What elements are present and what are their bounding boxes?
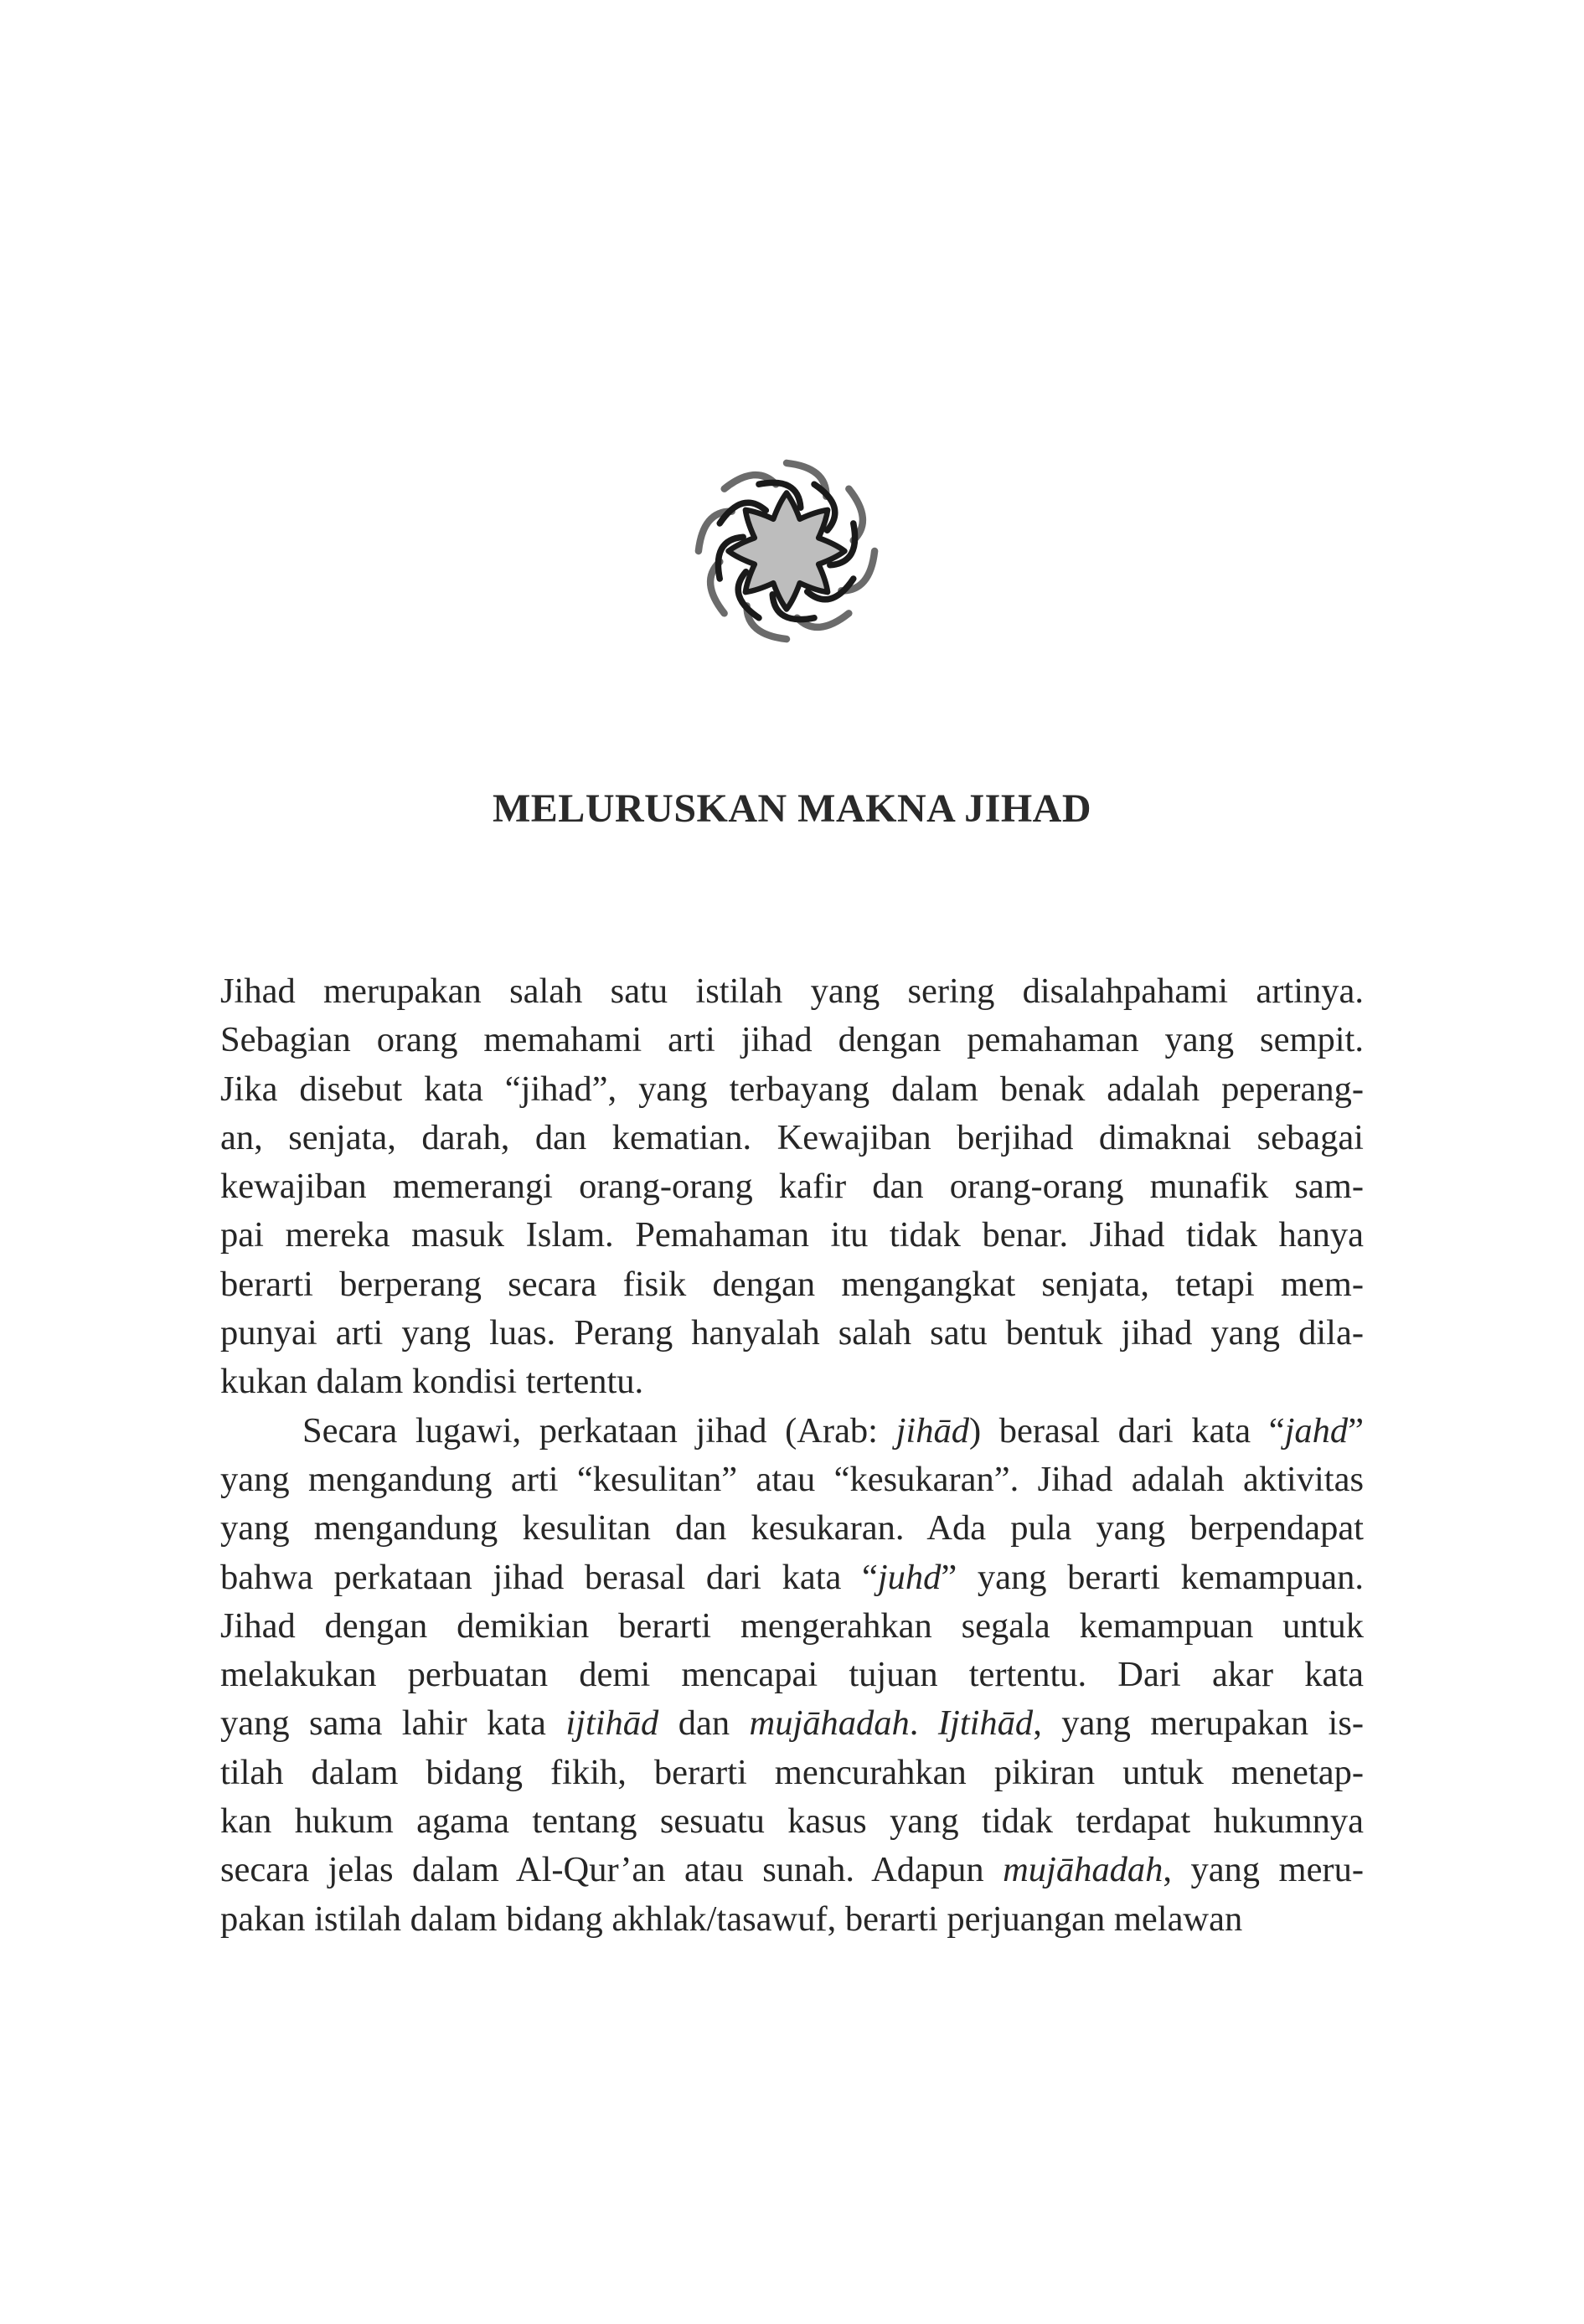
text-segment: pai mereka masuk Islam. Pemahaman itu tidak benar. Jihad tidak hanya bbox=[220, 1215, 1364, 1255]
text-segment: Sebagian orang memahami arti jihad dengan pemahaman yang sempit. bbox=[220, 1020, 1364, 1060]
text-segment: ” yang berarti kemampuan. bbox=[941, 1557, 1364, 1597]
text-segment: yang mengandung kesulitan dan kesukaran. Ada pula yang berpendapat bbox=[220, 1508, 1364, 1548]
text-line bbox=[220, 1016, 1364, 1064]
text-line bbox=[220, 1797, 1364, 1846]
italic-term: mujāhadah bbox=[1003, 1850, 1163, 1890]
text-segment: kan hukum agama tentang sesuatu kasus yang tidak terdapat hukumnya bbox=[220, 1801, 1364, 1842]
text-segment: ) berasal dari kata “ bbox=[968, 1410, 1285, 1451]
text-segment: pakan istilah dalam bidang akhlak/tasawuf, berarti perjuangan melawan bbox=[220, 1899, 1243, 1939]
text-line bbox=[220, 1211, 1364, 1260]
text-line bbox=[220, 1602, 1364, 1651]
text-line bbox=[220, 1699, 1364, 1748]
text-segment: Jika disebut kata “jihad”, yang terbayang dalam benak adalah peperang- bbox=[220, 1069, 1364, 1109]
text-segment: bahwa perkataan jihad berasal dari kata “ bbox=[220, 1557, 878, 1597]
italic-term: jihād bbox=[895, 1410, 969, 1451]
text-segment: kewajiban memerangi orang-orang kafir dan orang-orang munafik sam- bbox=[220, 1167, 1364, 1207]
text-line bbox=[220, 1309, 1364, 1358]
text-segment: ” bbox=[1348, 1410, 1364, 1451]
italic-term: jahd bbox=[1284, 1410, 1349, 1451]
text-line bbox=[220, 1114, 1364, 1162]
text-line bbox=[220, 1554, 1364, 1602]
eight-petal-star-ornament-icon bbox=[684, 449, 889, 653]
text-line bbox=[220, 1260, 1364, 1309]
text-line bbox=[220, 967, 1364, 1016]
text-line bbox=[220, 1846, 1364, 1894]
text-line bbox=[220, 1407, 1364, 1456]
text-segment: , yang meru- bbox=[1163, 1850, 1364, 1890]
text-segment: , yang merupakan is- bbox=[1033, 1703, 1364, 1744]
text-segment: Secara lugawi, perkataan jihad (Arab: bbox=[302, 1410, 896, 1451]
italic-term: ijtihād bbox=[565, 1703, 659, 1744]
text-segment: Jihad dengan demikian berarti mengerahkan segala kemampuan untuk bbox=[220, 1605, 1364, 1646]
text-line bbox=[220, 1065, 1364, 1114]
text-segment: . bbox=[909, 1703, 938, 1744]
text-line bbox=[220, 1456, 1364, 1504]
text-segment: kukan dalam kondisi tertentu. bbox=[220, 1362, 644, 1402]
text-segment: melakukan perbuatan demi mencapai tujuan tertentu. Dari akar kata bbox=[220, 1655, 1364, 1695]
italic-term: juhd bbox=[877, 1557, 942, 1597]
text-segment: berarti berperang secara fisik dengan mengangkat senjata, tetapi mem- bbox=[220, 1264, 1364, 1304]
text-line bbox=[220, 1651, 1364, 1699]
italic-term: mujāhadah bbox=[749, 1703, 910, 1744]
text-line bbox=[220, 1504, 1364, 1553]
text-line bbox=[220, 1358, 1364, 1406]
star-ornament-icon bbox=[684, 449, 889, 653]
text-segment: yang sama lahir kata bbox=[220, 1703, 566, 1744]
text-segment: yang mengandung arti “kesulitan” atau “kesukaran”. Jihad adalah aktivitas bbox=[220, 1459, 1364, 1499]
text-line bbox=[220, 1895, 1364, 1944]
ornament-center-star bbox=[729, 493, 845, 610]
italic-term: Ijtihād bbox=[937, 1703, 1034, 1744]
text-segment: punyai arti yang luas. Perang hanyalah salah satu bentuk jihad yang dila- bbox=[220, 1313, 1364, 1353]
text-segment: an, senjata, darah, dan kematian. Kewajiban berjihad dimaknai sebagai bbox=[220, 1117, 1364, 1157]
text-segment: Jihad merupakan salah satu istilah yang sering disalahpahami artinya. bbox=[220, 971, 1364, 1011]
text-line bbox=[220, 1162, 1364, 1211]
text-line bbox=[220, 1749, 1364, 1797]
body-text bbox=[220, 967, 1364, 1944]
text-segment: tilah dalam bidang fikih, berarti mencurahkan pikiran untuk menetap- bbox=[220, 1752, 1364, 1792]
text-segment: dan bbox=[658, 1703, 750, 1744]
chapter-title: MELURUSKAN MAKNA JIHAD bbox=[492, 786, 1091, 831]
text-segment: secara jelas dalam Al-Qur’an atau sunah. Adapun bbox=[220, 1850, 1004, 1890]
